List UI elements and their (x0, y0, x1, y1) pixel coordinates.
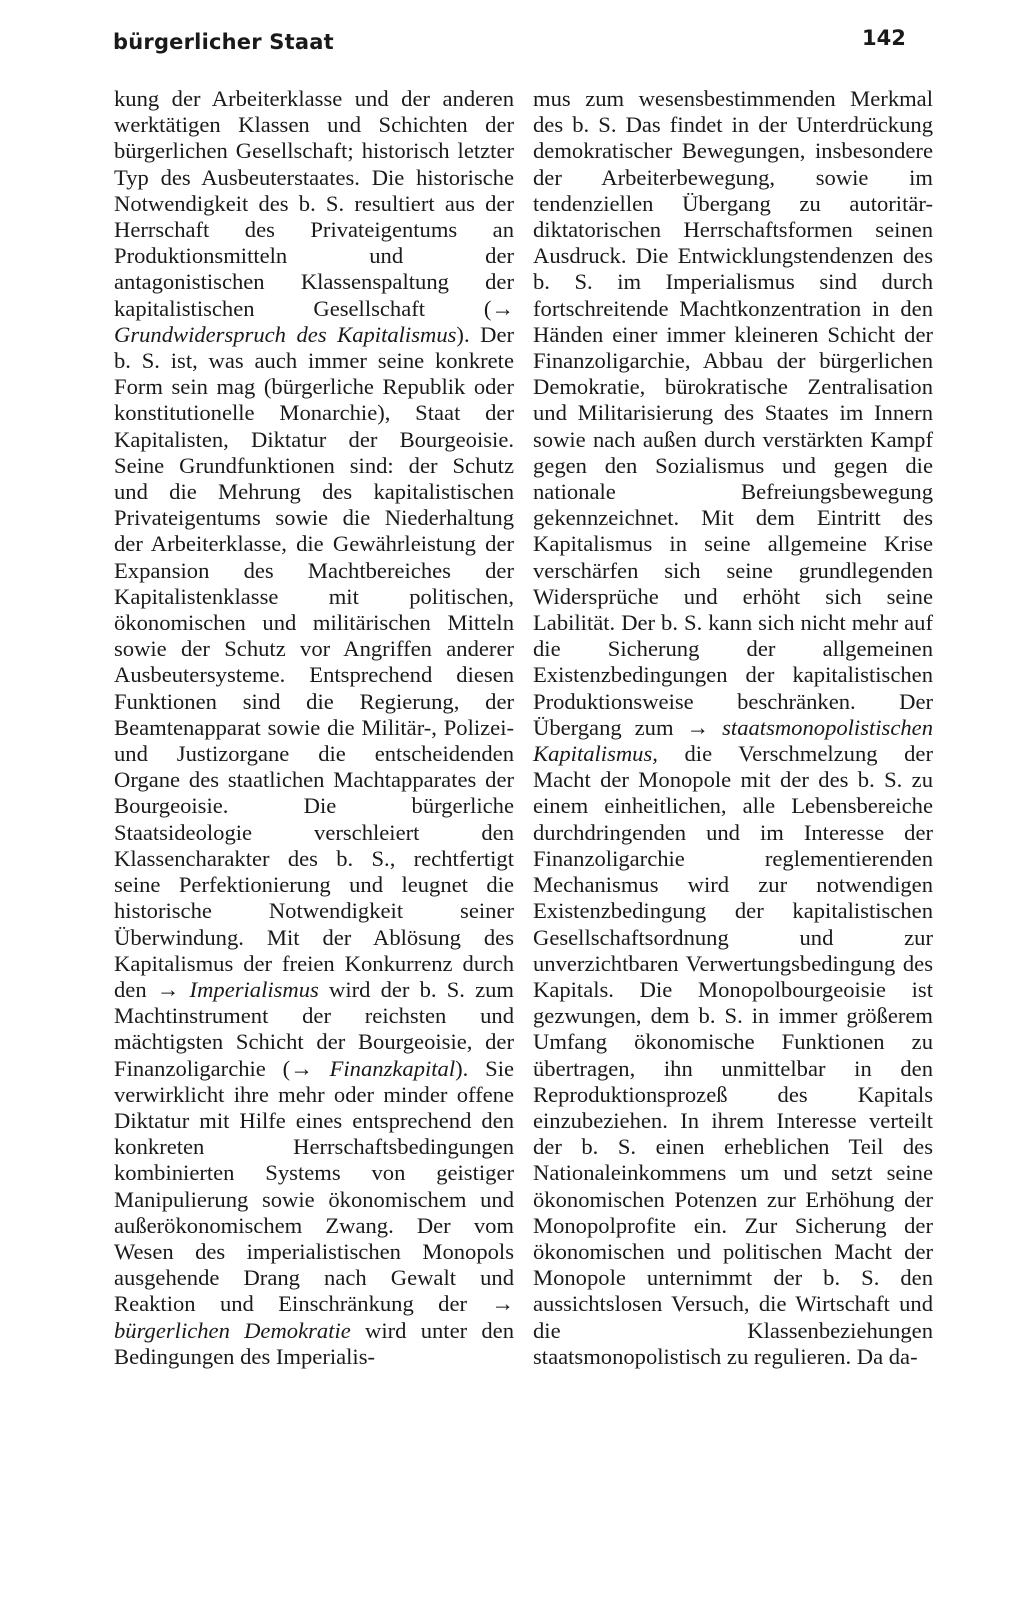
text-run: mus zum wesensbestimmenden Merkmal des b. S. Das findet in der Unterdrückung demokratischer Bewegungen, insbesondere der Arbeiterbewegung, sowie im tendenziellen Übergang zu autoritär-diktatorischen Herrschaftsformen seinen Ausdruck. Die Entwicklungstendenzen des b. S. im Imperialismus sind durch fortschreitende Machtkonzentration in den Händen einer immer kleineren Schicht der Finanzoligarchie, Abbau der bürgerlichen Demokratie, bürokratische Zentralisation und Militarisierung des Staates im Innern sowie nach außen durch verstärkten Kampf gegen den Sozialismus und gegen die nationale Befreiungsbewegung gekennzeichnet. Mit dem Eintritt des Kapitalismus in seine allgemeine Krise verschärfen sich seine grundlegenden Widersprüche und erhöht sich seine Labilität. Der b. S. kann sich nicht mehr auf die Sicherung der allgemeinen Existenzbedingungen der kapitalistischen Produktionsweise beschränken. Der Übergang zum (533, 86, 933, 740)
cross-reference-label: Grundwiderspruch des Kapitalismus (114, 321, 457, 347)
cross-reference-label: Imperialismus (179, 976, 319, 1002)
text-run: wird unter den Bedingungen des Imperialis- (114, 1317, 514, 1369)
cross-reference-label: Finanzkapital (312, 1055, 456, 1081)
left-column (114, 86, 514, 1370)
cross-reference[interactable] (157, 977, 319, 1002)
arrow-icon: → (290, 1055, 313, 1081)
arrow-icon: → (686, 714, 710, 740)
text-run: kung der Arbeiterklasse und der anderen werktätigen Klassen und Schichten der bürgerlichen Gesellschaft; historisch letzter Typ des Ausbeuterstaates. Die historische Notwendigkeit des b. S. resultiert aus der Herrschaft des Privateigentums an Produktionsmitteln und der antagonistischen Klassenspaltung der kapitalistischen Gesellschaft ( (114, 86, 514, 321)
arrow-icon: → (156, 976, 180, 1002)
cross-reference[interactable] (290, 1056, 455, 1081)
right-column (533, 86, 933, 1370)
page-number: 142 (862, 26, 906, 50)
right-column-text (533, 86, 933, 1370)
left-column-text (114, 86, 514, 1370)
arrow-icon: → (491, 295, 514, 321)
text-run: wird der b. S. zum Machtinstrument der reichsten und mächtigsten Schicht der Bourgeoisie, der Finanzoligarchie ( (114, 976, 514, 1081)
text-run: ). Sie verwirklicht ihre mehr oder minder offene Diktatur mit Hilfe eines entsprechend den konkreten Herrschaftsbedingungen kombinierten Systems von geistiger Manipulierung sowie ökonomischem und außerökonomischem Zwang. Der vom Wesen des imperialistischen Monopols ausgehende Drang nach Gewalt und Reaktion und Einschränkung der (114, 1055, 514, 1317)
text-run: die Verschmelzung der Macht der Monopole mit der des b. S. zu einem einheitlichen, alle Lebensbereiche durchdringenden und im Interesse der Finanzoligarchie reglementierenden Mechanismus wird zur notwendigen Existenzbedingung der kapitalistischen Gesellschaftsordnung und zur unverzichtbaren Verwertungsbedingung des Kapitals. Die Monopolbourgeoisie ist gezwungen, dem b. S. in immer größerem Umfang ökonomische Funktionen zu übertragen, ihn unmittelbar in den Reproduktionsprozeß des Kapitals einzubeziehen. In ihrem Interesse verteilt der b. S. einen erheblichen Teil des Nationaleinkommens um und setzt seine ökonomischen Potenzen zur Erhöhung der Monopolprofite ein. Zur Sicherung der ökonomischen und politischen Macht der Monopole unternimmt der b. S. den aussichtslosen Versuch, die Wirtschaft und die Klassenbeziehungen staatsmonopolistisch zu regulieren. Da da- (533, 741, 933, 1369)
arrow-icon: → (491, 1291, 514, 1317)
text-run: ). Der b. S. ist, was auch immer seine konkrete Form sein mag (bürgerliche Republik oder konstitutionelle Monarchie), Staat der Kapitalisten, Diktatur der Bourgeoisie. Seine Grundfunktionen sind: der Schutz und die Mehrung des kapitalistischen Privateigentums sowie die Niederhaltung der Arbeiterklasse, die Gewährleistung der Expansion des Machtbereiches der Kapitalistenklasse mit politischen, ökonomischen und militärischen Mitteln sowie der Schutz vor Angriffen anderer Ausbeutersysteme. Entsprechend diesen Funktionen sind die Regierung, der Beamtenapparat sowie die Militär-, Polizei- und Justizorgane die entscheidenden Organe des staatlichen Machtapparates der Bourgeoisie. Die bürgerliche Staatsideologie verschleiert den Klassencharakter des b. S., rechtfertigt seine Perfektionierung und leugnet die historische Notwendigkeit seiner Überwindung. Mit der Ablösung des Kapitalismus der freien Konkurrenz durch den (114, 321, 514, 1002)
cross-reference-label: staatsmonopolistischen Kapitalismus, (533, 714, 934, 767)
cross-reference-label: bürgerlichen Demokratie (114, 1317, 351, 1343)
running-head: bürgerlicher Staat (113, 30, 334, 54)
